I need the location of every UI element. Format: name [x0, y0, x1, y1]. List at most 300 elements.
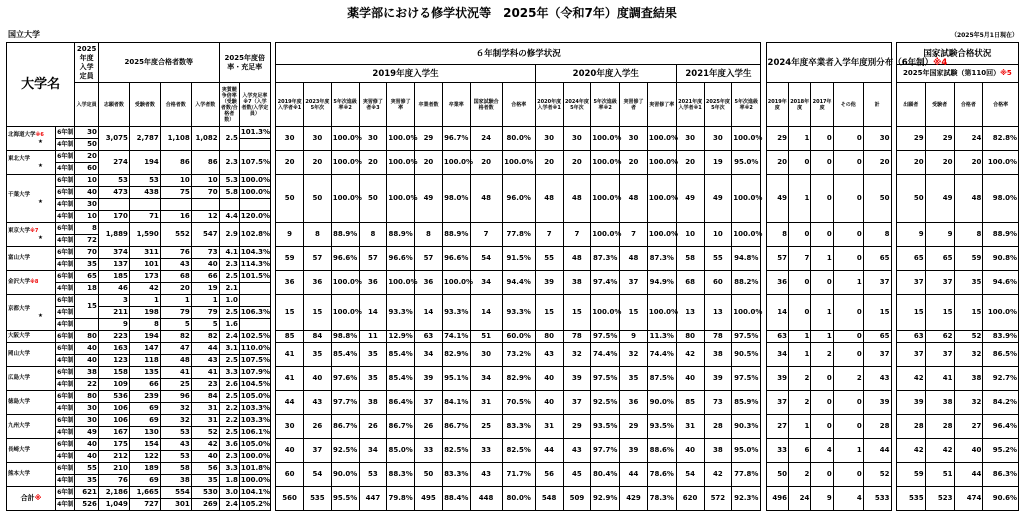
cohort-2021-value: 77.8%: [732, 463, 761, 487]
cohort-2020-value: 97.5%: [591, 331, 620, 343]
distribution-value: 2: [788, 367, 810, 391]
table-row: [7, 391, 1019, 403]
table-row: [7, 463, 1019, 475]
capacity: 526: [75, 499, 99, 511]
admission-value: 106: [98, 403, 129, 415]
distribution-value: 0: [833, 331, 863, 343]
distribution-value: 65: [863, 331, 891, 343]
header-admission-col: 受験者数: [129, 83, 160, 127]
admission-value: 147: [129, 343, 160, 355]
cohort-2020-value: 39: [535, 271, 563, 295]
distribution-value: 0: [788, 271, 810, 295]
univ-name: 京都大学: [8, 305, 31, 312]
admission-value: 101: [129, 259, 160, 271]
cohort-2019-value: 39: [415, 367, 443, 391]
national-exam-value: 523: [925, 487, 954, 511]
cohort-2021-value: 30: [676, 127, 704, 151]
cohort-2020-value: 44: [620, 463, 648, 487]
competition-ratio: 2.1: [219, 283, 239, 295]
cohort-2019-value: 41: [276, 367, 304, 391]
program-type: 4年制: [56, 199, 75, 211]
fill-rate: 104.5%: [239, 379, 270, 391]
table-row: [7, 331, 1019, 343]
univ-note: ※6: [35, 131, 44, 138]
fill-rate: 106.3%: [239, 307, 270, 319]
cohort-2020-value: 32: [620, 343, 648, 367]
admission-value: 19: [191, 283, 219, 295]
competition-ratio: 2.9: [219, 223, 239, 247]
cohort-2020-value: 100.0%: [647, 127, 676, 151]
national-exam-value: 15: [925, 295, 954, 331]
admission-value: 43: [191, 355, 219, 367]
cohort-2021-value: 13: [676, 295, 704, 331]
cohort-2021-value: 80: [676, 331, 704, 343]
cohort-2020-value: 87.5%: [647, 367, 676, 391]
program-type: 6年制: [56, 331, 75, 343]
competition-ratio: 2.5: [219, 307, 239, 319]
cohort-2020-value: 97.7%: [591, 439, 620, 463]
cohort-2019-value: 560: [276, 487, 304, 511]
distribution-value: 34: [766, 343, 788, 367]
fill-rate: [239, 295, 270, 307]
header-six-year-group: ６年制学科の修学状況: [276, 43, 761, 65]
distribution-value: 52: [863, 463, 891, 487]
national-exam-value: 20: [896, 151, 925, 175]
cohort-2019-value: 100.0%: [502, 151, 535, 175]
cohort-2020-value: 32: [563, 343, 591, 367]
competition-ratio: 2.5: [219, 127, 239, 151]
header-2021-col: 5年次進級率※2: [732, 83, 761, 127]
admission-value: 58: [160, 463, 191, 475]
competition-ratio: 3.6: [219, 439, 239, 451]
page-title: 薬学部における修学状況等 2025年（令和7年）度調査結果: [347, 6, 677, 20]
competition-ratio: 3.1: [219, 343, 239, 355]
program-type: 6年制: [56, 223, 75, 235]
cohort-2019-value: 80.0%: [502, 487, 535, 511]
univ-note: ※7: [30, 227, 39, 234]
cohort-2020-value: 48: [563, 175, 591, 223]
distribution-value: 1: [811, 295, 833, 331]
star-icon: ★: [38, 234, 43, 241]
cohort-2021-value: 88.2%: [732, 271, 761, 295]
capacity: 40: [75, 439, 99, 451]
star-icon: ★: [38, 198, 43, 205]
distribution-value: 1: [833, 271, 863, 295]
admission-value: 130: [129, 427, 160, 439]
cohort-2021-value: 572: [704, 487, 732, 511]
admission-value: 53: [98, 175, 129, 187]
admission-value: 9: [98, 319, 129, 331]
capacity: 15: [75, 295, 99, 319]
competition-ratio: 4.4: [219, 211, 239, 223]
univ-name-cell: [7, 367, 56, 391]
cohort-2019-value: 95.5%: [331, 487, 359, 511]
admission-value: 10: [160, 175, 191, 187]
cohort-2019-value: 100.0%: [331, 127, 359, 151]
header-2020-cohort: 2020年度入学生: [535, 65, 676, 83]
cohort-2019-value: 86.7%: [331, 415, 359, 439]
national-exam-value: 9: [896, 223, 925, 247]
cohort-2021-value: 92.3%: [732, 487, 761, 511]
admission-value: 53: [160, 451, 191, 463]
cohort-2020-value: 45: [563, 463, 591, 487]
univ-name: 金沢大学: [8, 279, 31, 285]
section-label: 国立大学: [8, 30, 40, 39]
distribution-value: 8: [766, 223, 788, 247]
table-row: [7, 223, 1019, 235]
table-row: [7, 271, 1019, 283]
distribution-value: 0: [833, 295, 863, 331]
program-type: 4年制: [56, 163, 75, 175]
distribution-value: 49: [766, 175, 788, 223]
admission-value: 274: [98, 151, 129, 175]
admission-value: 71: [129, 211, 160, 223]
admission-value: 198: [129, 307, 160, 319]
cohort-2020-value: 39: [620, 439, 648, 463]
admission-value: 86: [191, 151, 219, 175]
distribution-value: 496: [766, 487, 788, 511]
univ-name-cell: [7, 463, 56, 487]
competition-ratio: 2.3: [219, 451, 239, 463]
admission-value: 163: [98, 343, 129, 355]
cohort-2019-value: 8: [359, 223, 387, 247]
cohort-2019-value: 100.0%: [331, 175, 359, 223]
national-exam-value: 474: [954, 487, 983, 511]
distribution-value: 57: [766, 247, 788, 271]
cohort-2019-value: 88.3%: [387, 463, 415, 487]
header-distribution-col: 計: [863, 83, 891, 127]
cohort-2019-value: 51: [470, 331, 502, 343]
cohort-2019-value: 57: [359, 247, 387, 271]
admission-value: 53: [129, 175, 160, 187]
capacity: 35: [75, 259, 99, 271]
admission-value: 69: [129, 403, 160, 415]
distribution-value: 36: [766, 271, 788, 295]
distribution-value: 39: [766, 367, 788, 391]
competition-ratio: 2.6: [219, 379, 239, 391]
cohort-2019-value: 94.4%: [502, 271, 535, 295]
distribution-value: 0: [811, 391, 833, 415]
capacity: 38: [75, 367, 99, 379]
cohort-2020-value: 30: [563, 127, 591, 151]
cohort-2020-value: 94.9%: [647, 271, 676, 295]
admission-value: 79: [160, 307, 191, 319]
cohort-2019-value: 35: [359, 343, 387, 367]
admission-value: 106: [98, 415, 129, 427]
capacity: 35: [75, 475, 99, 487]
admission-value: 69: [129, 415, 160, 427]
competition-ratio: 3.3: [219, 367, 239, 379]
star-icon: ★: [38, 138, 43, 145]
national-exam-value: 51: [925, 463, 954, 487]
univ-name-cell: [7, 415, 56, 439]
cohort-2019-value: 38: [359, 391, 387, 415]
admission-value: 239: [129, 391, 160, 403]
cohort-2019-value: 85.4%: [387, 367, 415, 391]
total-text: 合計: [20, 494, 35, 502]
cohort-2020-value: 29: [620, 415, 648, 439]
distribution-value: 1: [788, 175, 810, 223]
admission-value: 23: [191, 379, 219, 391]
distribution-value: 20: [863, 151, 891, 175]
cohort-2021-value: 90.5%: [732, 343, 761, 367]
cohort-2019-value: 98.0%: [442, 175, 470, 223]
admission-value: [129, 199, 160, 211]
table-row: [7, 367, 1019, 379]
admission-value: 118: [129, 355, 160, 367]
cohort-2021-value: 95.0%: [732, 439, 761, 463]
fill-rate: 107.5%: [239, 355, 270, 367]
program-type: 4年制: [56, 235, 75, 247]
program-type: 4年制: [56, 379, 75, 391]
cohort-2020-value: 37: [620, 271, 648, 295]
cohort-2020-value: 90.0%: [647, 391, 676, 415]
fill-rate: 110.0%: [239, 343, 270, 355]
cohort-2019-value: 20: [304, 151, 332, 175]
national-exam-value: 90.8%: [983, 247, 1019, 271]
distribution-value: 37: [863, 271, 891, 295]
national-exam-value: 65: [896, 247, 925, 271]
cohort-2019-value: 7: [470, 223, 502, 247]
fill-rate: 105.0%: [239, 439, 270, 451]
distribution-value: 0: [833, 175, 863, 223]
admission-value: 1: [160, 295, 191, 307]
distribution-value: 1: [811, 331, 833, 343]
admission-value: 68: [160, 271, 191, 283]
univ-name-cell: [7, 439, 56, 463]
univ-name: 岡山大学: [8, 351, 31, 357]
program-type: 6年制: [56, 463, 75, 475]
cohort-2019-value: 49: [415, 175, 443, 223]
distribution-value: 20: [766, 151, 788, 175]
competition-ratio: 2.4: [219, 331, 239, 343]
cohort-2021-value: 100.0%: [732, 175, 761, 223]
univ-name: 熊本大学: [8, 471, 31, 477]
cohort-2019-value: 54: [304, 463, 332, 487]
cohort-2020-value: 7: [563, 223, 591, 247]
distribution-value: 37: [766, 391, 788, 415]
univ-name-cell: [7, 247, 56, 271]
admission-value: 223: [98, 331, 129, 343]
header-2019-col: 合格率: [502, 83, 535, 127]
fill-rate: 101.5%: [239, 271, 270, 283]
cohort-2019-value: 79.8%: [387, 487, 415, 511]
admission-value: 122: [129, 451, 160, 463]
cohort-2020-value: 80.4%: [591, 463, 620, 487]
distribution-value: 33: [766, 439, 788, 463]
admission-value: 86: [160, 151, 191, 175]
cohort-2019-value: 11: [359, 331, 387, 343]
cohort-2020-value: 92.5%: [591, 391, 620, 415]
national-exam-value: 38: [925, 391, 954, 415]
fill-rate: 100.0%: [239, 475, 270, 487]
cohort-2020-value: 100.0%: [591, 223, 620, 247]
table-row: [7, 439, 1019, 451]
national-exam-value: 20: [925, 151, 954, 175]
cohort-2020-value: 9: [620, 331, 648, 343]
competition-ratio: 2.5: [219, 355, 239, 367]
distribution-value: 7: [788, 247, 810, 271]
univ-name: 大阪大学: [8, 333, 31, 339]
fill-rate: 102.5%: [239, 331, 270, 343]
national-exam-value: 95.2%: [983, 439, 1019, 463]
cohort-2020-value: 11.3%: [647, 331, 676, 343]
distribution-value: 0: [811, 223, 833, 247]
cohort-2021-value: 55: [704, 247, 732, 271]
fill-rate: 100.0%: [239, 187, 270, 199]
cohort-2021-value: 60: [704, 271, 732, 295]
cohort-2020-value: 97.4%: [591, 271, 620, 295]
national-exam-value: 52: [954, 331, 983, 343]
cohort-2020-value: 38: [563, 271, 591, 295]
competition-ratio: 5.3: [219, 175, 239, 187]
admission-value: 8: [129, 319, 160, 331]
univ-name: 千葉大学: [8, 191, 31, 198]
national-exam-value: 40: [954, 439, 983, 463]
dist-title: 2024年度卒業者入学年度別分布（6年制）: [767, 57, 934, 68]
admission-value: 12: [191, 211, 219, 223]
header-national-exam-col: 出願者: [896, 83, 925, 127]
cohort-2020-value: 36: [620, 391, 648, 415]
univ-name: 北海道大学: [8, 131, 36, 138]
cohort-2020-value: 78: [563, 331, 591, 343]
distribution-value: 533: [863, 487, 891, 511]
admission-value: 135: [129, 367, 160, 379]
cohort-2020-value: 87.3%: [591, 247, 620, 271]
cohort-2020-value: 20: [563, 151, 591, 175]
cohort-2019-value: 25: [470, 415, 502, 439]
header-admission-group: 2025年度合格者数等: [98, 43, 219, 83]
cohort-2020-value: 39: [563, 367, 591, 391]
fill-rate: 106.1%: [239, 427, 270, 439]
fill-rate: 120.0%: [239, 211, 270, 223]
cohort-2020-value: 20: [620, 151, 648, 175]
header-2019-col: 実習修了者※3: [359, 83, 387, 127]
national-exam-value: 42: [896, 439, 925, 463]
admission-value: 194: [129, 151, 160, 175]
competition-ratio: 1.0: [219, 295, 239, 307]
admission-value: 1,049: [98, 499, 129, 511]
capacity: 10: [75, 175, 99, 187]
cohort-2019-value: 88.4%: [442, 487, 470, 511]
fill-rate: 103.3%: [239, 403, 270, 415]
admission-value: 43: [160, 439, 191, 451]
admission-value: 48: [160, 355, 191, 367]
distribution-value: 2: [833, 367, 863, 391]
cohort-2020-value: 15: [535, 295, 563, 331]
national-exam-value: 100.0%: [983, 295, 1019, 331]
cohort-2020-value: 7: [535, 223, 563, 247]
program-type: 4年制: [56, 259, 75, 271]
program-type: 6年制: [56, 187, 75, 199]
national-exam-value: 100.0%: [983, 151, 1019, 175]
admission-value: 25: [160, 379, 191, 391]
cohort-2021-value: 85.9%: [732, 391, 761, 415]
program-type: 4年制: [56, 283, 75, 295]
cohort-2019-value: 36: [359, 271, 387, 295]
cohort-2020-value: 100.0%: [647, 175, 676, 223]
cohort-2019-value: 20: [415, 151, 443, 175]
capacity: 40: [75, 187, 99, 199]
admission-value: 52: [191, 427, 219, 439]
distribution-value: 27: [766, 415, 788, 439]
national-exam-value: 82.8%: [983, 127, 1019, 151]
admission-value: 69: [129, 475, 160, 487]
admission-value: 189: [129, 463, 160, 475]
cohort-2019-value: 82.5%: [442, 439, 470, 463]
cohort-2020-value: 548: [535, 487, 563, 511]
cohort-2021-value: 54: [676, 463, 704, 487]
distribution-value: 0: [788, 151, 810, 175]
cohort-2020-value: 88.6%: [647, 439, 676, 463]
capacity: 30: [75, 127, 99, 139]
cohort-2020-value: 87.3%: [647, 247, 676, 271]
cohort-2019-value: 36: [276, 271, 304, 295]
cohort-2019-value: 9: [276, 223, 304, 247]
national-exam-value: 35: [954, 271, 983, 295]
program-type: 4年制: [56, 307, 75, 319]
capacity: 70: [75, 247, 99, 259]
distribution-value: 6: [788, 439, 810, 463]
distribution-value: 37: [863, 343, 891, 367]
admission-value: 70: [191, 187, 219, 199]
header-2019-col: 国家試験合格者数: [470, 83, 502, 127]
cohort-2020-value: 74.4%: [647, 343, 676, 367]
cohort-2019-value: 20: [276, 151, 304, 175]
program-type: 6年制: [56, 247, 75, 259]
cohort-2019-value: 15: [304, 295, 332, 331]
cohort-2021-value: 95.0%: [732, 151, 761, 175]
competition-ratio: 1.6: [219, 319, 239, 331]
cohort-2019-value: 71.7%: [502, 463, 535, 487]
cohort-2019-value: 26: [359, 415, 387, 439]
cohort-2020-value: 40: [535, 391, 563, 415]
cohort-2020-value: 97.5%: [591, 367, 620, 391]
cohort-2021-value: 90.3%: [732, 415, 761, 439]
cohort-2021-value: 19: [704, 151, 732, 175]
admission-value: 41: [191, 367, 219, 379]
admission-value: 40: [191, 451, 219, 463]
admission-value: 269: [191, 499, 219, 511]
table-row: [7, 175, 1019, 187]
distribution-value: 0: [811, 367, 833, 391]
admission-value: 3,075: [98, 127, 129, 151]
cohort-2019-value: 96.0%: [502, 175, 535, 223]
capacity: 80: [75, 331, 99, 343]
cohort-2019-value: 44: [276, 391, 304, 415]
competition-ratio: 4.1: [219, 247, 239, 259]
cohort-2019-value: 33: [470, 439, 502, 463]
national-exam-value: 94.6%: [983, 271, 1019, 295]
competition-ratio: 2.3: [219, 151, 239, 175]
header-distribution-col: 2018年度: [788, 83, 810, 127]
competition-ratio: 3.3: [219, 463, 239, 475]
national-exam-value: 32: [954, 343, 983, 367]
cohort-2021-value: 28: [704, 415, 732, 439]
national-exam-value: 65: [925, 247, 954, 271]
program-type: 4年制: [56, 475, 75, 487]
cohort-2019-value: 14: [470, 295, 502, 331]
as-of-date: （2025年5月1日現在）: [950, 32, 1018, 39]
cohort-2020-value: 44: [535, 439, 563, 463]
univ-note: ※8: [30, 279, 39, 285]
cohort-2021-value: 68: [676, 271, 704, 295]
fill-rate: 105.0%: [239, 391, 270, 403]
cohort-2019-value: 82.5%: [502, 439, 535, 463]
admission-value: 66: [129, 379, 160, 391]
admission-value: 211: [98, 307, 129, 319]
capacity: 40: [75, 355, 99, 367]
